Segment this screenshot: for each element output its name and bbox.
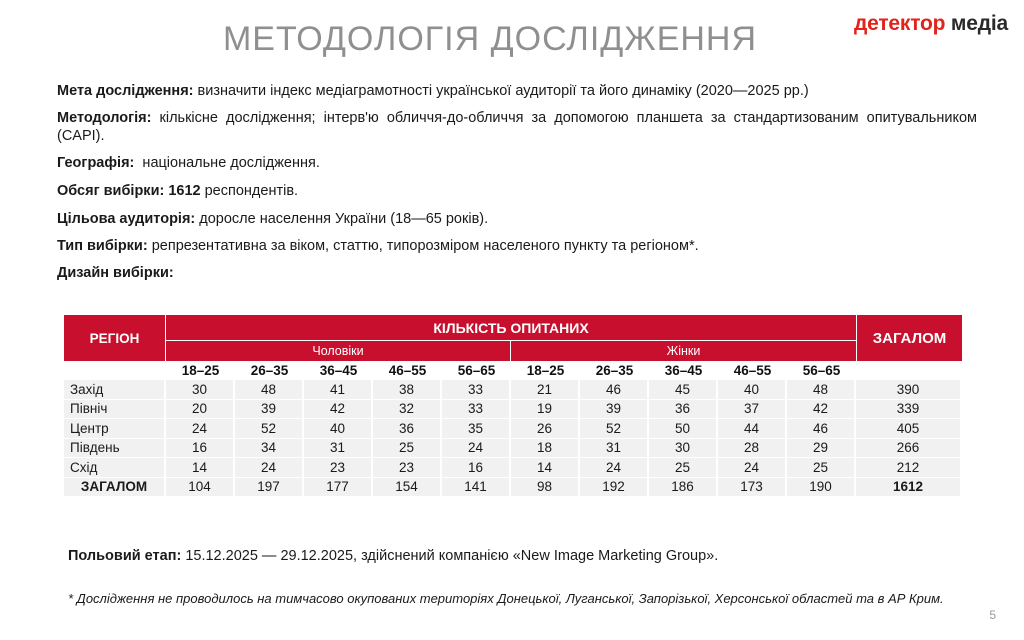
count-cell: 18 bbox=[511, 439, 580, 459]
count-cell: 14 bbox=[166, 458, 235, 478]
count-cell: 24 bbox=[718, 458, 787, 478]
info-target-audience-text: доросле населення України (18—65 років). bbox=[195, 211, 489, 227]
count-cell: 32 bbox=[373, 400, 442, 420]
info-sample-type bbox=[57, 237, 977, 255]
count-cell: 24 bbox=[166, 419, 235, 439]
count-cell: 48 bbox=[235, 380, 304, 400]
grand-total-cell: 1612 bbox=[856, 478, 962, 498]
count-cell: 46 bbox=[787, 419, 856, 439]
count-cell: 192 bbox=[580, 478, 649, 498]
count-cell: 29 bbox=[787, 439, 856, 459]
count-cell: 25 bbox=[373, 439, 442, 459]
count-cell: 186 bbox=[649, 478, 718, 498]
count-cell: 42 bbox=[787, 400, 856, 420]
info-sample-design bbox=[57, 264, 977, 282]
count-cell: 173 bbox=[718, 478, 787, 498]
count-cell: 33 bbox=[442, 380, 511, 400]
count-cell: 190 bbox=[787, 478, 856, 498]
total-row-label: ЗАГАЛОМ bbox=[64, 478, 166, 498]
count-cell: 98 bbox=[511, 478, 580, 498]
count-cell: 25 bbox=[649, 458, 718, 478]
info-geography-text: національне дослідження. bbox=[134, 155, 320, 171]
count-cell: 40 bbox=[718, 380, 787, 400]
region-header: РЕГІОН bbox=[64, 315, 166, 361]
age-group-cell: 46–55 bbox=[373, 361, 442, 380]
sample-design-table bbox=[64, 315, 962, 497]
count-cell: 24 bbox=[580, 458, 649, 478]
count-cell: 26 bbox=[511, 419, 580, 439]
fieldwork-text: 15.12.2025 — 29.12.2025, здійснений компанією «New Image Marketing Group». bbox=[181, 548, 719, 564]
age-group-cell: 18–25 bbox=[166, 361, 235, 380]
count-cell: 154 bbox=[373, 478, 442, 498]
footnote: * Дослідження не проводилось на тимчасово окупованих територіях Донецької, Луганської, Запорізької, Херсонської областей та в АР Крим. bbox=[68, 591, 944, 606]
fieldwork-label: Польовий етап: bbox=[68, 548, 182, 564]
count-cell: 50 bbox=[649, 419, 718, 439]
detector-media-logo bbox=[854, 12, 1008, 36]
info-sample-type-label: Тип вибірки: bbox=[57, 238, 148, 254]
count-cell: 39 bbox=[580, 400, 649, 420]
count-cell: 35 bbox=[442, 419, 511, 439]
count-cell: 16 bbox=[166, 439, 235, 459]
info-geography bbox=[57, 154, 977, 172]
page-number: 5 bbox=[989, 608, 996, 622]
info-target-audience-label: Цільова аудиторія: bbox=[57, 211, 196, 227]
male-header: Чоловіки bbox=[166, 340, 511, 361]
info-methodology-text: кількісне дослідження; інтерв'ю обличчя-до-обличчя за допомогою планшета за стандартизованим опитувальником (CAPI). bbox=[57, 110, 977, 144]
info-methodology bbox=[57, 109, 977, 145]
count-cell: 48 bbox=[787, 380, 856, 400]
count-cell: 24 bbox=[235, 458, 304, 478]
count-cell: 23 bbox=[304, 458, 373, 478]
row-total-cell: 405 bbox=[856, 419, 962, 439]
table-row bbox=[64, 400, 962, 420]
count-cell: 23 bbox=[373, 458, 442, 478]
age-group-cell: 46–55 bbox=[718, 361, 787, 380]
count-cell: 16 bbox=[442, 458, 511, 478]
table-body bbox=[64, 380, 962, 497]
info-geography-label: Географія: bbox=[57, 155, 135, 171]
count-cell: 28 bbox=[718, 439, 787, 459]
region-name: Схід bbox=[64, 458, 166, 478]
info-methodology-label: Методологія: bbox=[57, 110, 152, 126]
age-group-cell: 18–25 bbox=[511, 361, 580, 380]
count-cell: 104 bbox=[166, 478, 235, 498]
logo-part-1: детектор bbox=[854, 12, 946, 35]
count-cell: 31 bbox=[304, 439, 373, 459]
table-row bbox=[64, 419, 962, 439]
row-total-cell: 212 bbox=[856, 458, 962, 478]
table-total-row bbox=[64, 478, 962, 498]
age-group-cell: 26–35 bbox=[580, 361, 649, 380]
count-cell: 31 bbox=[580, 439, 649, 459]
info-sample-size-label: Обсяг вибірки: 1612 bbox=[57, 183, 201, 199]
count-cell: 52 bbox=[580, 419, 649, 439]
info-goal-text: визначити індекс медіаграмотності української аудиторії та його динаміку (2020—2025 рр.) bbox=[193, 83, 809, 99]
age-group-cell: 36–45 bbox=[304, 361, 373, 380]
count-cell: 44 bbox=[718, 419, 787, 439]
table-row bbox=[64, 458, 962, 478]
count-cell: 25 bbox=[787, 458, 856, 478]
info-goal-label: Мета дослідження: bbox=[57, 83, 194, 99]
info-sample-type-text: репрезентативна за віком, статтю, типорозміром населеного пункту та регіоном*. bbox=[147, 238, 699, 254]
count-cell: 39 bbox=[235, 400, 304, 420]
info-goal bbox=[57, 82, 977, 100]
total-header: ЗАГАЛОМ bbox=[856, 315, 962, 361]
count-cell: 19 bbox=[511, 400, 580, 420]
count-cell: 141 bbox=[442, 478, 511, 498]
info-sample-design-label: Дизайн вибірки: bbox=[57, 265, 174, 281]
region-name: Північ bbox=[64, 400, 166, 420]
row-total-cell: 266 bbox=[856, 439, 962, 459]
info-target-audience bbox=[57, 210, 977, 228]
age-group-cell: 26–35 bbox=[235, 361, 304, 380]
region-name: Захід bbox=[64, 380, 166, 400]
age-group-spacer bbox=[856, 361, 962, 380]
count-cell: 45 bbox=[649, 380, 718, 400]
age-group-cell: 56–65 bbox=[442, 361, 511, 380]
count-cell: 20 bbox=[166, 400, 235, 420]
age-group-spacer bbox=[64, 361, 166, 380]
region-name: Центр bbox=[64, 419, 166, 439]
count-cell: 40 bbox=[304, 419, 373, 439]
info-sample-size bbox=[57, 182, 977, 200]
respondents-count-header: КІЛЬКІСТЬ ОПИТАНИХ bbox=[166, 315, 856, 340]
count-cell: 24 bbox=[442, 439, 511, 459]
table-row bbox=[64, 439, 962, 459]
count-cell: 21 bbox=[511, 380, 580, 400]
age-group-row bbox=[64, 361, 962, 380]
page-title: МЕТОДОЛОГІЯ ДОСЛІДЖЕННЯ bbox=[222, 20, 758, 58]
count-cell: 42 bbox=[304, 400, 373, 420]
count-cell: 33 bbox=[442, 400, 511, 420]
count-cell: 197 bbox=[235, 478, 304, 498]
age-group-cell: 56–65 bbox=[787, 361, 856, 380]
female-header: Жінки bbox=[511, 340, 856, 361]
count-cell: 34 bbox=[235, 439, 304, 459]
region-name: Південь bbox=[64, 439, 166, 459]
count-cell: 177 bbox=[304, 478, 373, 498]
count-cell: 36 bbox=[373, 419, 442, 439]
info-sample-size-text: респондентів. bbox=[200, 183, 299, 199]
age-group-cell: 36–45 bbox=[649, 361, 718, 380]
count-cell: 41 bbox=[304, 380, 373, 400]
fieldwork-line bbox=[68, 548, 718, 564]
row-total-cell: 390 bbox=[856, 380, 962, 400]
count-cell: 52 bbox=[235, 419, 304, 439]
count-cell: 30 bbox=[166, 380, 235, 400]
count-cell: 38 bbox=[373, 380, 442, 400]
logo-part-2: медіа bbox=[945, 12, 1008, 35]
count-cell: 36 bbox=[649, 400, 718, 420]
count-cell: 14 bbox=[511, 458, 580, 478]
count-cell: 30 bbox=[649, 439, 718, 459]
count-cell: 46 bbox=[580, 380, 649, 400]
count-cell: 37 bbox=[718, 400, 787, 420]
row-total-cell: 339 bbox=[856, 400, 962, 420]
table-row bbox=[64, 380, 962, 400]
